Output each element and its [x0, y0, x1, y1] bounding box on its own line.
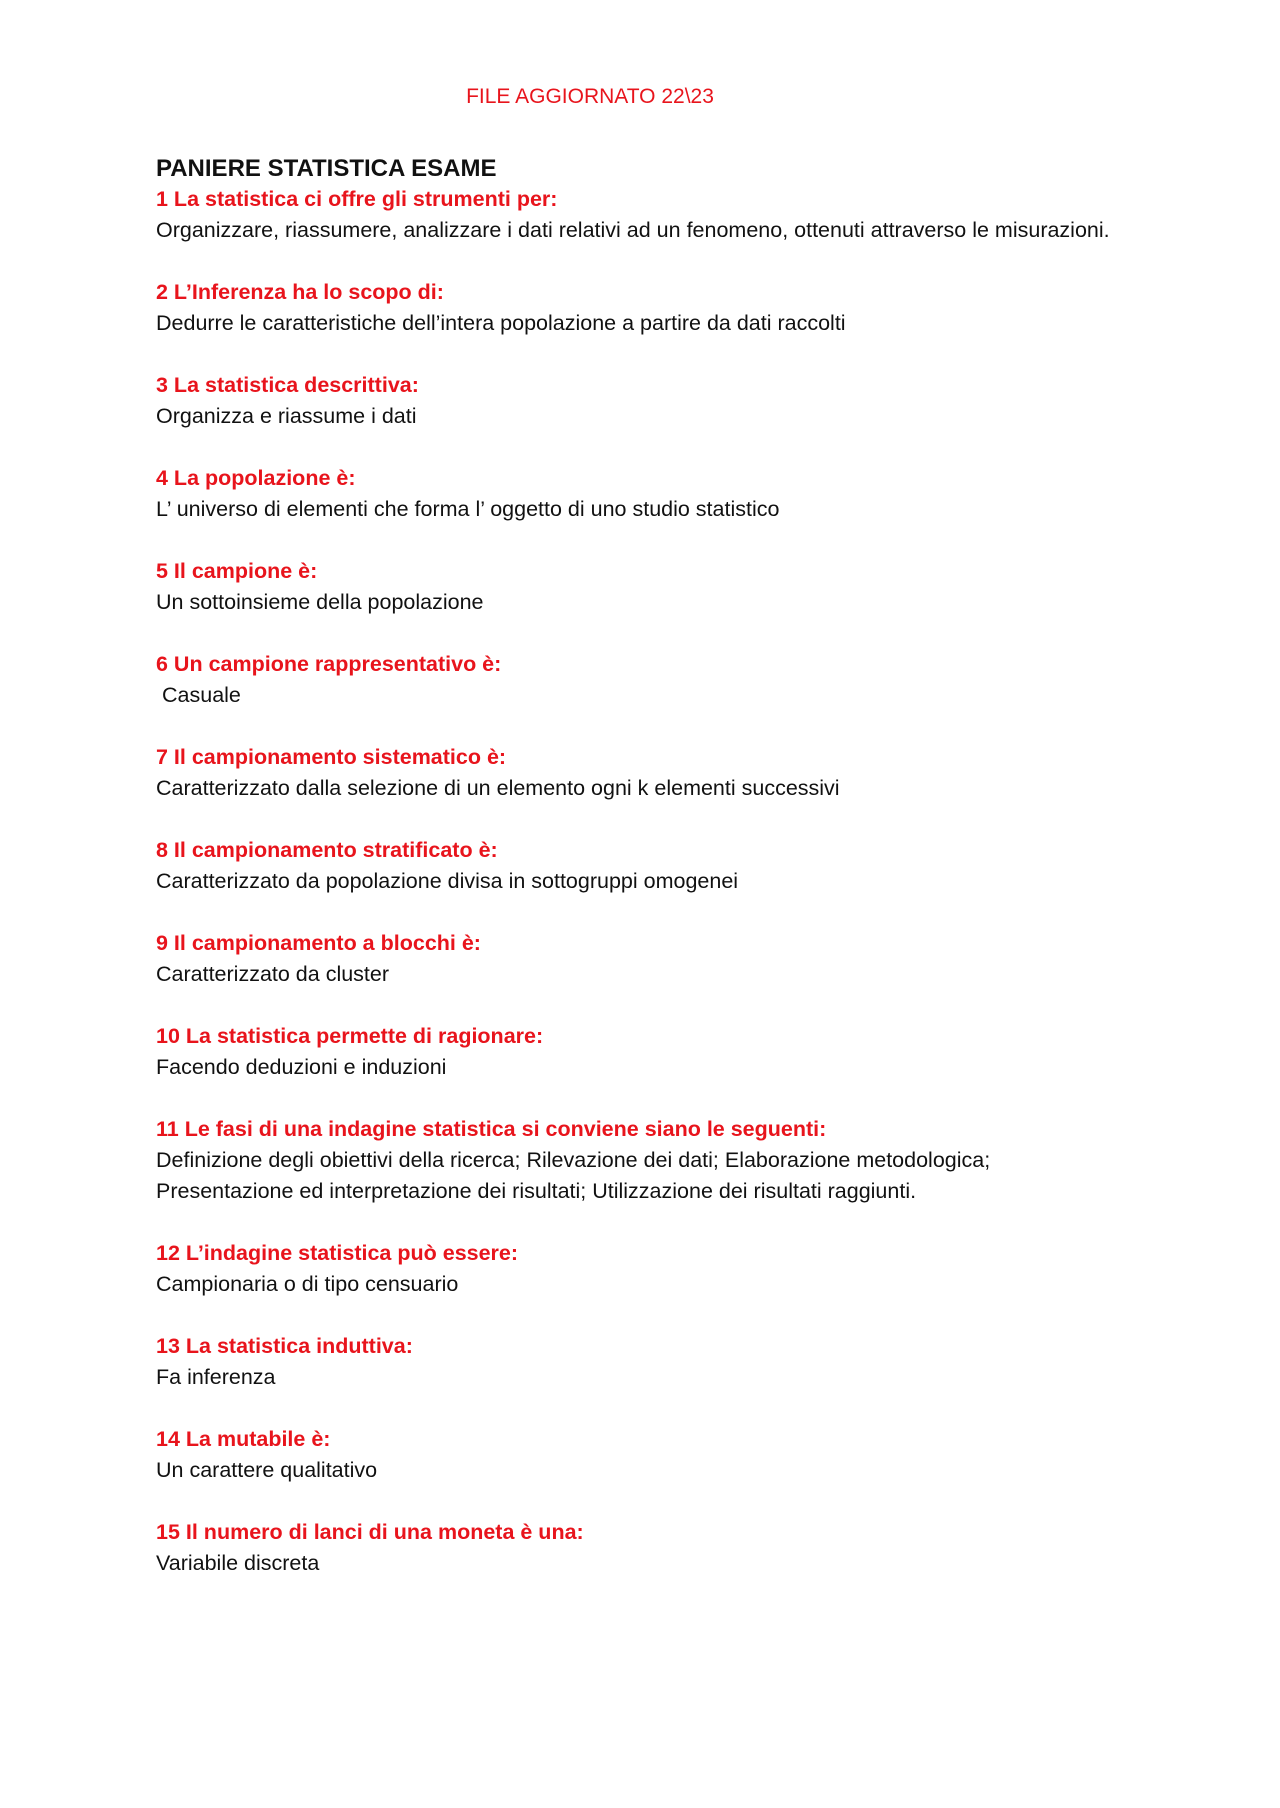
- answer: Campionaria o di tipo censuario: [156, 1272, 459, 1296]
- document-content: [156, 154, 1116, 1610]
- answer: Caratterizzato dalla selezione di un elemento ogni k elementi successivi: [156, 776, 840, 800]
- qa-item: [156, 835, 1116, 897]
- qa-item: [156, 184, 1116, 246]
- question: 2 L’Inferenza ha lo scopo di:: [156, 280, 444, 304]
- answer: Fa inferenza: [156, 1365, 276, 1389]
- question: 14 La mutabile è:: [156, 1427, 331, 1451]
- question: 1 La statistica ci offre gli strumenti per:: [156, 187, 558, 211]
- qa-item: [156, 742, 1116, 804]
- qa-item: [156, 463, 1116, 525]
- answer: Facendo deduzioni e induzioni: [156, 1055, 447, 1079]
- qa-item: [156, 1331, 1116, 1393]
- question: 15 Il numero di lanci di una moneta è una:: [156, 1520, 584, 1544]
- qa-item: [156, 1424, 1116, 1486]
- qa-item: [156, 1021, 1116, 1083]
- answer: L’ universo di elementi che forma l’ oggetto di uno studio statistico: [156, 497, 780, 521]
- question: 6 Un campione rappresentativo è:: [156, 652, 502, 676]
- qa-item: [156, 1114, 1116, 1207]
- answer: Un carattere qualitativo: [156, 1458, 378, 1482]
- answer: Caratterizzato da cluster: [156, 962, 390, 986]
- qa-item: [156, 1238, 1116, 1300]
- answer: Organizzare, riassumere, analizzare i dati relativi ad un fenomeno, ottenuti attraverso le misurazioni.: [156, 218, 1110, 242]
- answer: Definizione degli obiettivi della ricerca; Rilevazione dei dati; Elaborazione metodologica; Presentazione ed interpretazione dei risultati; Utilizzazione dei risultati raggiunti.: [156, 1148, 991, 1203]
- qa-item: [156, 277, 1116, 339]
- question: 8 Il campionamento stratificato è:: [156, 838, 498, 862]
- header-note: FILE AGGIORNATO 22\23: [466, 85, 714, 108]
- qa-item: [156, 556, 1116, 618]
- answer: Variabile discreta: [156, 1551, 320, 1575]
- answer: Organizza e riassume i dati: [156, 404, 417, 428]
- question: 4 La popolazione è:: [156, 466, 356, 490]
- question: 11 Le fasi di una indagine statistica si conviene siano le seguenti:: [156, 1117, 827, 1141]
- question: 12 L’indagine statistica può essere:: [156, 1241, 519, 1265]
- answer: Dedurre le caratteristiche dell’intera popolazione a partire da dati raccolti: [156, 311, 846, 335]
- qa-item: [156, 370, 1116, 432]
- answer: Un sottoinsieme della popolazione: [156, 590, 484, 614]
- document-title: PANIERE STATISTICA ESAME: [156, 155, 497, 182]
- answer: Casuale: [162, 683, 241, 707]
- question: 3 La statistica descrittiva:: [156, 373, 419, 397]
- question: 5 Il campione è:: [156, 559, 318, 583]
- question: 9 Il campionamento a blocchi è:: [156, 931, 481, 955]
- question: 7 Il campionamento sistematico è:: [156, 745, 507, 769]
- qa-item: [156, 1517, 1116, 1579]
- answer: Caratterizzato da popolazione divisa in sottogruppi omogenei: [156, 869, 739, 893]
- question: 13 La statistica induttiva:: [156, 1334, 413, 1358]
- question: 10 La statistica permette di ragionare:: [156, 1024, 544, 1048]
- qa-item: [156, 928, 1116, 990]
- qa-item: [156, 649, 1116, 711]
